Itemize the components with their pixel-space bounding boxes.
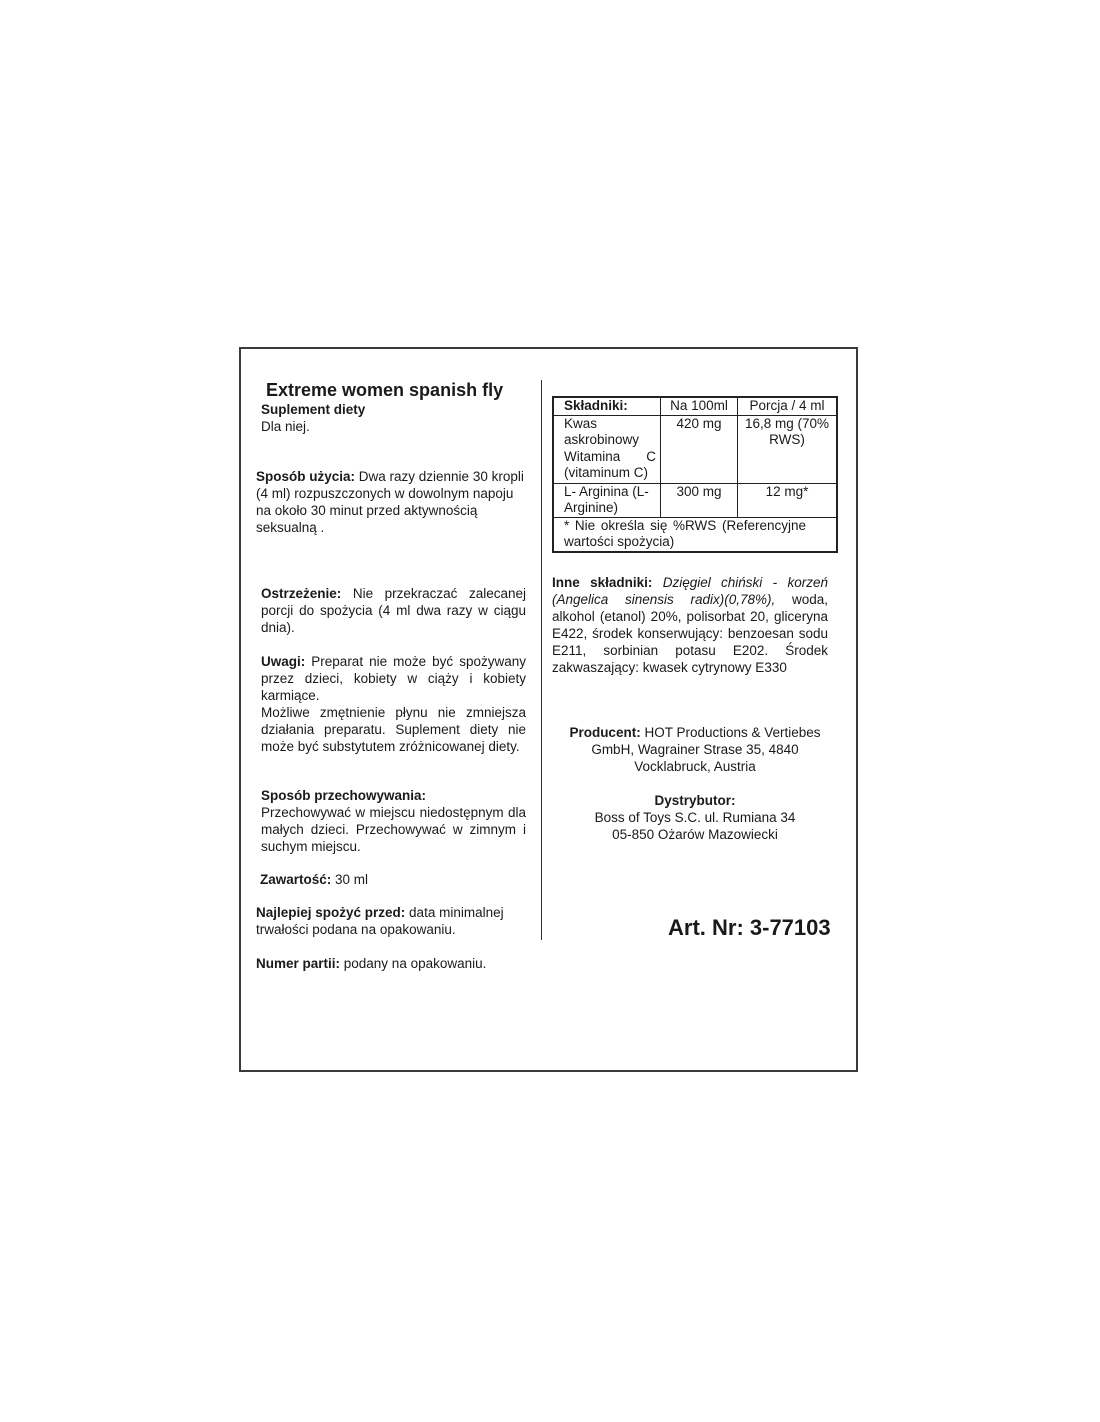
distributor-label: Dystrybutor: bbox=[654, 793, 736, 808]
batch-label: Numer partii: bbox=[256, 956, 341, 971]
product-title: Extreme women spanish fly bbox=[266, 380, 504, 400]
other-ingredients-italic: Dzięgiel chiński - korzeń (Angelica sinensis radix)(0,78%), bbox=[552, 575, 828, 607]
product-subtitle: Suplement diety bbox=[261, 402, 366, 417]
table-row bbox=[553, 415, 837, 483]
table-cell-ingredient: Kwas askrobinowy Witamina C (vitaminum C) bbox=[553, 415, 661, 483]
usage-label: Sposób użycia: bbox=[256, 469, 356, 484]
other-ingredients-section bbox=[552, 574, 828, 676]
table-cell-per-100ml: 420 mg bbox=[661, 415, 738, 483]
producer-label: Producent: bbox=[569, 725, 641, 740]
table-header-per-portion: Porcja / 4 ml bbox=[738, 397, 838, 415]
best-before-text: data minimalnej trwałości podana na opakowaniu. bbox=[256, 905, 504, 937]
distributor-section bbox=[556, 792, 834, 843]
warning-label: Ostrzeżenie: bbox=[261, 586, 342, 601]
table-cell-per-portion: 16,8 mg (70% RWS) bbox=[738, 415, 838, 483]
warning-text: Nie przekraczać zalecanej porcji do spożycia (4 ml dwa razy w ciągu dnia). bbox=[261, 586, 526, 635]
usage-text: Dwa razy dziennie 30 kropli (4 ml) rozpuszczonych w dowolnym napoju na około 30 minut przed aktywnością seksualną . bbox=[256, 469, 524, 535]
table-header-row bbox=[553, 397, 837, 415]
table-footnote: * Nie określa się %RWS (Referencyjne wartości spożycia) bbox=[553, 517, 837, 552]
contents-text: 30 ml bbox=[331, 872, 369, 887]
table-header-per-100ml: Na 100ml bbox=[661, 397, 738, 415]
batch-text: podany na opakowaniu. bbox=[340, 956, 487, 971]
batch-section bbox=[256, 955, 486, 972]
notes-section bbox=[261, 653, 526, 755]
warning-section bbox=[261, 585, 526, 636]
notes-text-1: Preparat nie może być spożywany przez dzieci, kobiety w ciąży i kobiety karmiące. bbox=[261, 654, 526, 703]
other-ingredients-text: woda, alkohol (etanol) 20%, polisorbat 20, gliceryna E422, środek konserwujący: benzoesan sodu E211, sorbinian potasu E202. Środek zakwaszający: kwasek cytrynowy E330 bbox=[552, 592, 828, 675]
usage-section bbox=[256, 468, 526, 536]
storage-section bbox=[261, 787, 526, 855]
storage-label: Sposób przechowywania: bbox=[261, 788, 427, 803]
producer-text: HOT Productions & Vertiebes GmbH, Wagrainer Strase 35, 4840 Vocklabruck, Austria bbox=[591, 725, 821, 774]
table-cell-per-portion: 12 mg* bbox=[738, 483, 838, 517]
article-number: Art. Nr: 3-77103 bbox=[668, 915, 831, 940]
best-before-section bbox=[256, 904, 528, 938]
notes-text-2: Możliwe zmętnienie płynu nie zmniejsza działania preparatu. Suplement diety nie może być substytutem zróżnicowanej diety. bbox=[261, 705, 526, 754]
other-ingredients-label: Inne składniki: bbox=[552, 575, 653, 590]
table-footnote-row bbox=[553, 517, 837, 552]
best-before-label: Najlepiej spożyć przed: bbox=[256, 905, 406, 920]
notes-label: Uwagi: bbox=[261, 654, 306, 669]
column-divider bbox=[541, 380, 542, 940]
producer-section bbox=[556, 724, 834, 775]
table-header-ingredients: Składniki: bbox=[553, 397, 661, 415]
table-cell-ingredient: L- Arginina (L-Arginine) bbox=[553, 483, 661, 517]
ingredients-table bbox=[552, 396, 838, 553]
contents-section bbox=[260, 871, 368, 888]
for-her-text: Dla niej. bbox=[261, 419, 310, 434]
table-row bbox=[553, 483, 837, 517]
contents-label: Zawartość: bbox=[260, 872, 332, 887]
distributor-line-2: 05-850 Ożarów Mazowiecki bbox=[612, 827, 778, 842]
table-cell-per-100ml: 300 mg bbox=[661, 483, 738, 517]
distributor-line-1: Boss of Toys S.C. ul. Rumiana 34 bbox=[594, 810, 796, 825]
storage-text: Przechowywać w miejscu niedostępnym dla małych dzieci. Przechowywać w zimnym i suchym miejscu. bbox=[261, 805, 526, 854]
